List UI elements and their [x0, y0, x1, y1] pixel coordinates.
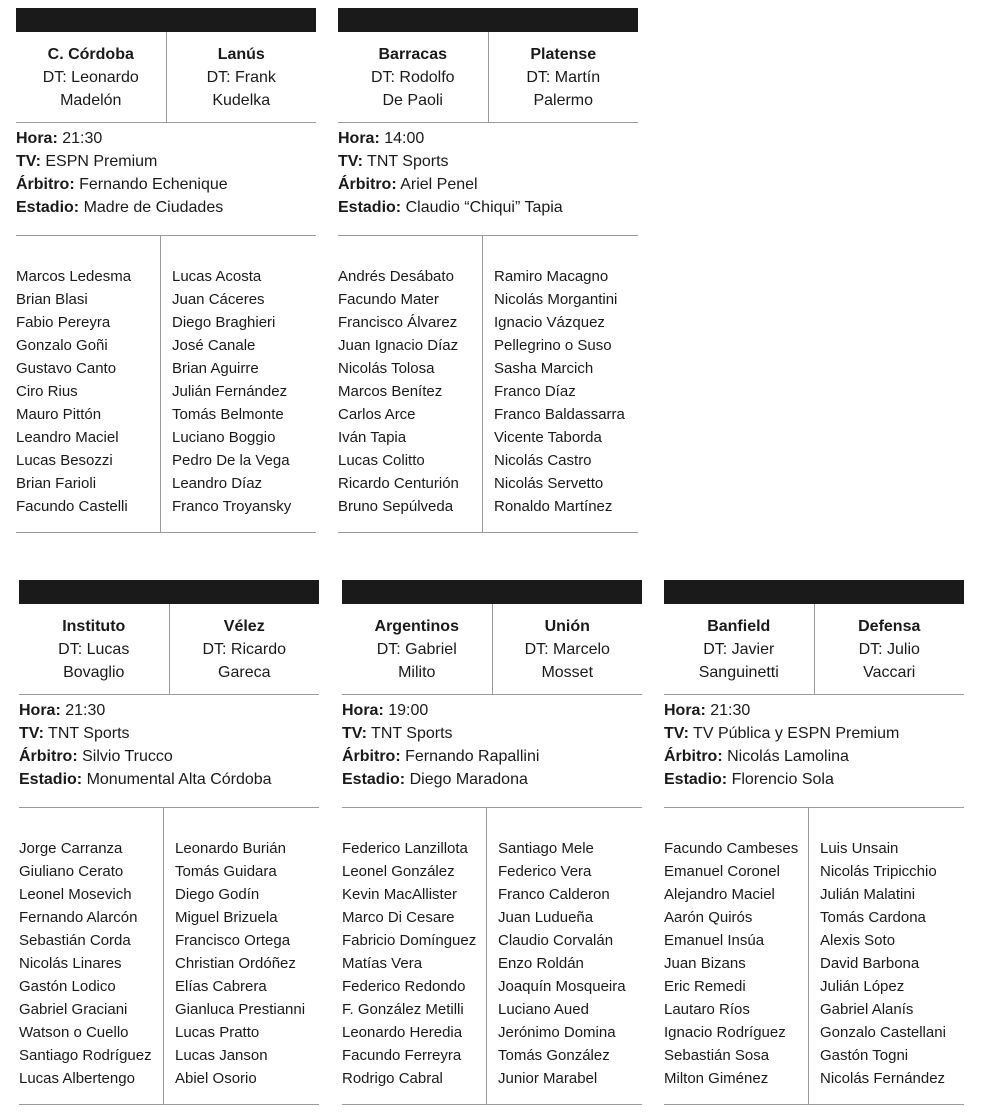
coach-line-2: Milito: [398, 664, 436, 681]
info-value: Florencio Sola: [731, 771, 834, 788]
away-team: [492, 604, 643, 694]
player-name: Alexis Soto: [820, 932, 896, 949]
away-players: [486, 808, 642, 1104]
player-name: Ignacio Vázquez: [494, 314, 605, 331]
player-name: Aarón Quirós: [664, 909, 753, 926]
info-tv: [664, 722, 964, 745]
home-players: [664, 808, 808, 1104]
player-name: Tomás Guidara: [175, 863, 277, 880]
info-label: TV:: [338, 153, 363, 170]
lineups: [16, 236, 316, 533]
info-arbitro: [16, 173, 316, 196]
info-estadio: [342, 768, 642, 791]
player-name: Gianluca Prestianni: [175, 1001, 306, 1018]
player-name: Iván Tapia: [338, 429, 407, 446]
player-name: Pellegrino o Suso: [494, 337, 612, 354]
player-name: Juan Bizans: [664, 955, 746, 972]
teams-row: [338, 32, 638, 123]
player-name: Julián Fernández: [172, 383, 288, 400]
info-value: TV Pública y ESPN Premium: [693, 725, 900, 742]
player-name: Rodrigo Cabral: [342, 1070, 443, 1087]
player-name: Joaquín Mosqueira: [498, 978, 626, 995]
player-name: Nicolás Tolosa: [338, 360, 435, 377]
player-name: Leonardo Heredia: [342, 1024, 463, 1041]
player-name: Francisco Ortega: [175, 932, 291, 949]
away-team: [814, 604, 965, 694]
team-name: Lanús: [217, 46, 265, 63]
info-estadio: [16, 196, 316, 219]
player-name: Sebastián Corda: [19, 932, 131, 949]
player-name: Leonel Mosevich: [19, 886, 132, 903]
player-name: Sebastián Sosa: [664, 1047, 770, 1064]
match-card: [342, 580, 642, 1105]
player-name: Francisco Álvarez: [338, 314, 458, 331]
player-name: Pedro De la Vega: [172, 452, 290, 469]
coach-line-2: De Paoli: [382, 92, 443, 109]
player-name: Enzo Roldán: [498, 955, 584, 972]
team-name: C. Córdoba: [47, 46, 134, 63]
info-hora: [664, 699, 964, 722]
coach-line-1: DT: Marcelo: [524, 641, 610, 658]
player-name: Juan Ignacio Díaz: [338, 337, 459, 354]
away-team: [488, 32, 639, 122]
player-name: Junior Marabel: [498, 1070, 598, 1087]
lineups: [342, 808, 642, 1105]
info-label: Árbitro:: [19, 748, 78, 765]
info-label: Hora:: [664, 702, 706, 719]
player-name: Andrés Desábato: [338, 268, 454, 285]
player-name: Marcos Benítez: [338, 383, 443, 400]
player-name: Lucas Besozzi: [16, 452, 113, 469]
info-label: Hora:: [16, 130, 58, 147]
home-team: [342, 604, 492, 694]
info-arbitro: [338, 173, 638, 196]
info-label: Estadio:: [338, 199, 402, 216]
player-name: Tomás González: [498, 1047, 610, 1064]
player-name: Ciro Rius: [16, 383, 78, 400]
player-name: Federico Vera: [498, 863, 592, 880]
match-info: [16, 123, 316, 236]
player-name: Franco Díaz: [494, 383, 576, 400]
coach-line-2: Kudelka: [212, 92, 271, 109]
home-team: [338, 32, 488, 122]
player-name: Santiago Rodríguez: [19, 1047, 152, 1064]
player-name: Ricardo Centurión: [338, 475, 459, 492]
info-value: 21:30: [710, 702, 751, 719]
team-name: Argentinos: [374, 618, 459, 635]
info-label: TV:: [19, 725, 44, 742]
coach-line-1: DT: Rodolfo: [370, 69, 455, 86]
player-name: Diego Godín: [175, 886, 260, 903]
player-name: Leonel González: [342, 863, 455, 880]
player-name: Lucas Albertengo: [19, 1070, 135, 1087]
player-name: Leandro Maciel: [16, 429, 119, 446]
teams-row: [16, 32, 316, 123]
info-estadio: [338, 196, 638, 219]
player-name: Marcos Ledesma: [16, 268, 132, 285]
player-name: Mauro Pittón: [16, 406, 102, 423]
info-hora: [342, 699, 642, 722]
player-name: José Canale: [172, 337, 256, 354]
info-label: Árbitro:: [16, 176, 75, 193]
player-name: Kevin MacAllister: [342, 886, 458, 903]
info-value: Monumental Alta Córdoba: [86, 771, 272, 788]
match-card: [664, 580, 964, 1105]
info-value: TNT Sports: [48, 725, 130, 742]
player-name: Matías Vera: [342, 955, 423, 972]
player-name: Lucas Colitto: [338, 452, 425, 469]
coach-line-2: Madelón: [60, 92, 122, 109]
team-name: Barracas: [378, 46, 447, 63]
home-players: [342, 808, 486, 1104]
match-card: [16, 8, 316, 533]
player-name: Miguel Brizuela: [175, 909, 278, 926]
info-value: Claudio “Chiqui” Tapia: [405, 199, 563, 216]
team-name: Instituto: [62, 618, 126, 635]
away-players: [808, 808, 964, 1104]
player-name: Facundo Cambeses: [664, 840, 799, 857]
coach-line-1: DT: Julio: [858, 641, 920, 658]
player-name: Marco Di Cesare: [342, 909, 455, 926]
info-arbitro: [664, 745, 964, 768]
away-team: [166, 32, 317, 122]
player-name: Sasha Marcich: [494, 360, 594, 377]
player-name: Facundo Ferreyra: [342, 1047, 462, 1064]
player-name: Carlos Arce: [338, 406, 416, 423]
player-name: Nicolás Tripicchio: [820, 863, 937, 880]
header-bar: [16, 8, 316, 32]
player-name: Franco Baldassarra: [494, 406, 625, 423]
player-name: Nicolás Servetto: [494, 475, 604, 492]
info-label: Árbitro:: [338, 176, 397, 193]
info-label: Estadio:: [664, 771, 728, 788]
player-name: F. González Metilli: [342, 1001, 464, 1018]
player-name: Watson o Cuello: [19, 1024, 129, 1041]
lineups: [664, 808, 964, 1105]
player-name: Gabriel Alanís: [820, 1001, 914, 1018]
info-label: Árbitro:: [664, 748, 723, 765]
header-bar: [664, 580, 964, 604]
player-name: Alejandro Maciel: [664, 886, 775, 903]
info-value: Fernando Echenique: [79, 176, 228, 193]
player-name: Federico Lanzillota: [342, 840, 468, 857]
player-name: Gustavo Canto: [16, 360, 117, 377]
away-team: [169, 604, 320, 694]
coach-line-2: Mosset: [541, 664, 594, 681]
player-name: Ignacio Rodríguez: [664, 1024, 786, 1041]
player-name: Jerónimo Domina: [498, 1024, 616, 1041]
lineups: [19, 808, 319, 1105]
info-value: TNT Sports: [371, 725, 453, 742]
info-tv: [16, 150, 316, 173]
player-name: Giuliano Cerato: [19, 863, 124, 880]
header-bar: [338, 8, 638, 32]
player-name: Brian Aguirre: [172, 360, 259, 377]
player-name: Gastón Togni: [820, 1047, 909, 1064]
player-name: David Barbona: [820, 955, 920, 972]
info-tv: [338, 150, 638, 173]
info-value: Silvio Trucco: [82, 748, 173, 765]
player-name: Bruno Sepúlveda: [338, 498, 454, 515]
player-name: Diego Braghieri: [172, 314, 276, 331]
player-name: Franco Calderon: [498, 886, 610, 903]
player-name: Julián Malatini: [820, 886, 916, 903]
team-name: Defensa: [858, 618, 921, 635]
teams-row: [19, 604, 319, 695]
match-card: [19, 580, 319, 1105]
match-info: [342, 695, 642, 808]
team-name: Vélez: [223, 618, 265, 635]
header-bar: [19, 580, 319, 604]
info-estadio: [664, 768, 964, 791]
coach-line-2: Palermo: [533, 92, 594, 109]
home-team: [19, 604, 169, 694]
player-name: Santiago Mele: [498, 840, 594, 857]
header-bar: [342, 580, 642, 604]
player-name: Nicolás Fernández: [820, 1070, 946, 1087]
info-label: Estadio:: [342, 771, 406, 788]
player-name: Claudio Corvalán: [498, 932, 614, 949]
coach-line-1: DT: Javier: [703, 641, 775, 658]
player-name: Facundo Castelli: [16, 498, 128, 515]
player-name: Brian Blasi: [16, 291, 88, 308]
player-name: Fernando Alarcón: [19, 909, 138, 926]
info-label: TV:: [342, 725, 367, 742]
info-value: Fernando Rapallini: [405, 748, 540, 765]
info-value: 19:00: [388, 702, 429, 719]
info-label: Hora:: [19, 702, 61, 719]
coach-line-1: DT: Lucas: [58, 641, 130, 658]
player-name: Brian Farioli: [16, 475, 97, 492]
player-name: Julián López: [820, 978, 905, 995]
player-name: Juan Ludueña: [498, 909, 594, 926]
player-name: Tomás Cardona: [820, 909, 926, 926]
player-name: Lucas Acosta: [172, 268, 262, 285]
info-hora: [338, 127, 638, 150]
player-name: Gonzalo Castellani: [820, 1024, 946, 1041]
player-name: Luciano Aued: [498, 1001, 589, 1018]
player-name: Elías Cabrera: [175, 978, 267, 995]
info-hora: [16, 127, 316, 150]
player-name: Nicolás Morgantini: [494, 291, 618, 308]
coach-line-1: DT: Leonardo: [42, 69, 139, 86]
info-arbitro: [342, 745, 642, 768]
player-name: Fabricio Domínguez: [342, 932, 477, 949]
player-name: Gastón Lodico: [19, 978, 116, 995]
team-name: Platense: [530, 46, 597, 63]
away-players: [482, 236, 638, 532]
player-name: Nicolás Castro: [494, 452, 592, 469]
player-name: Milton Giménez: [664, 1070, 769, 1087]
player-name: Juan Cáceres: [172, 291, 265, 308]
player-name: Facundo Mater: [338, 291, 439, 308]
home-players: [338, 236, 482, 532]
player-name: Lautaro Ríos: [664, 1001, 750, 1018]
player-name: Leandro Díaz: [172, 475, 263, 492]
match-info: [664, 695, 964, 808]
info-label: TV:: [16, 153, 41, 170]
player-name: Gabriel Graciani: [19, 1001, 128, 1018]
info-label: Estadio:: [19, 771, 83, 788]
home-players: [19, 808, 163, 1104]
match-card: [338, 8, 638, 533]
player-name: Luciano Boggio: [172, 429, 276, 446]
info-value: 14:00: [384, 130, 425, 147]
info-label: Hora:: [338, 130, 380, 147]
coach-line-2: Vaccari: [863, 664, 916, 681]
player-name: Franco Troyansky: [172, 498, 292, 515]
away-players: [160, 236, 316, 532]
player-name: Vicente Taborda: [494, 429, 602, 446]
player-name: Eric Remedi: [664, 978, 746, 995]
coach-line-2: Bovaglio: [63, 664, 125, 681]
info-value: 21:30: [62, 130, 103, 147]
player-name: Lucas Pratto: [175, 1024, 260, 1041]
match-info: [19, 695, 319, 808]
team-name: Unión: [544, 618, 590, 635]
player-name: Christian Ordóñez: [175, 955, 296, 972]
player-name: Abiel Osorio: [175, 1070, 257, 1087]
player-name: Ramiro Macagno: [494, 268, 609, 285]
player-name: Leonardo Burián: [175, 840, 286, 857]
player-name: Emanuel Coronel: [664, 863, 780, 880]
player-name: Fabio Pereyra: [16, 314, 111, 331]
teams-row: [664, 604, 964, 695]
player-name: Ronaldo Martínez: [494, 498, 613, 515]
home-team: [16, 32, 166, 122]
info-value: TNT Sports: [367, 153, 449, 170]
info-tv: [342, 722, 642, 745]
coach-line-1: DT: Gabriel: [376, 641, 457, 658]
player-name: Gonzalo Goñi: [16, 337, 108, 354]
player-name: Federico Redondo: [342, 978, 466, 995]
lineups: [338, 236, 638, 533]
info-value: ESPN Premium: [45, 153, 158, 170]
player-name: Nicolás Linares: [19, 955, 122, 972]
player-name: Lucas Janson: [175, 1047, 268, 1064]
info-arbitro: [19, 745, 319, 768]
info-label: Árbitro:: [342, 748, 401, 765]
player-name: Jorge Carranza: [19, 840, 123, 857]
info-estadio: [19, 768, 319, 791]
info-value: Nicolás Lamolina: [727, 748, 849, 765]
info-tv: [19, 722, 319, 745]
home-team: [664, 604, 814, 694]
match-info: [338, 123, 638, 236]
team-name: Banfield: [707, 618, 771, 635]
coach-line-2: Gareca: [218, 664, 271, 681]
player-name: Tomás Belmonte: [172, 406, 284, 423]
info-value: Madre de Ciudades: [83, 199, 224, 216]
info-label: Estadio:: [16, 199, 80, 216]
away-players: [163, 808, 319, 1104]
coach-line-1: DT: Martín: [526, 69, 601, 86]
player-name: Emanuel Insúa: [664, 932, 765, 949]
coach-line-2: Sanguinetti: [698, 664, 779, 681]
coach-line-1: DT: Frank: [206, 69, 276, 86]
info-hora: [19, 699, 319, 722]
info-value: Diego Maradona: [409, 771, 528, 788]
home-players: [16, 236, 160, 532]
info-value: Ariel Penel: [400, 176, 478, 193]
player-name: Luis Unsain: [820, 840, 899, 857]
info-value: 21:30: [65, 702, 106, 719]
coach-line-1: DT: Ricardo: [202, 641, 287, 658]
teams-row: [342, 604, 642, 695]
info-label: Hora:: [342, 702, 384, 719]
info-label: TV:: [664, 725, 689, 742]
